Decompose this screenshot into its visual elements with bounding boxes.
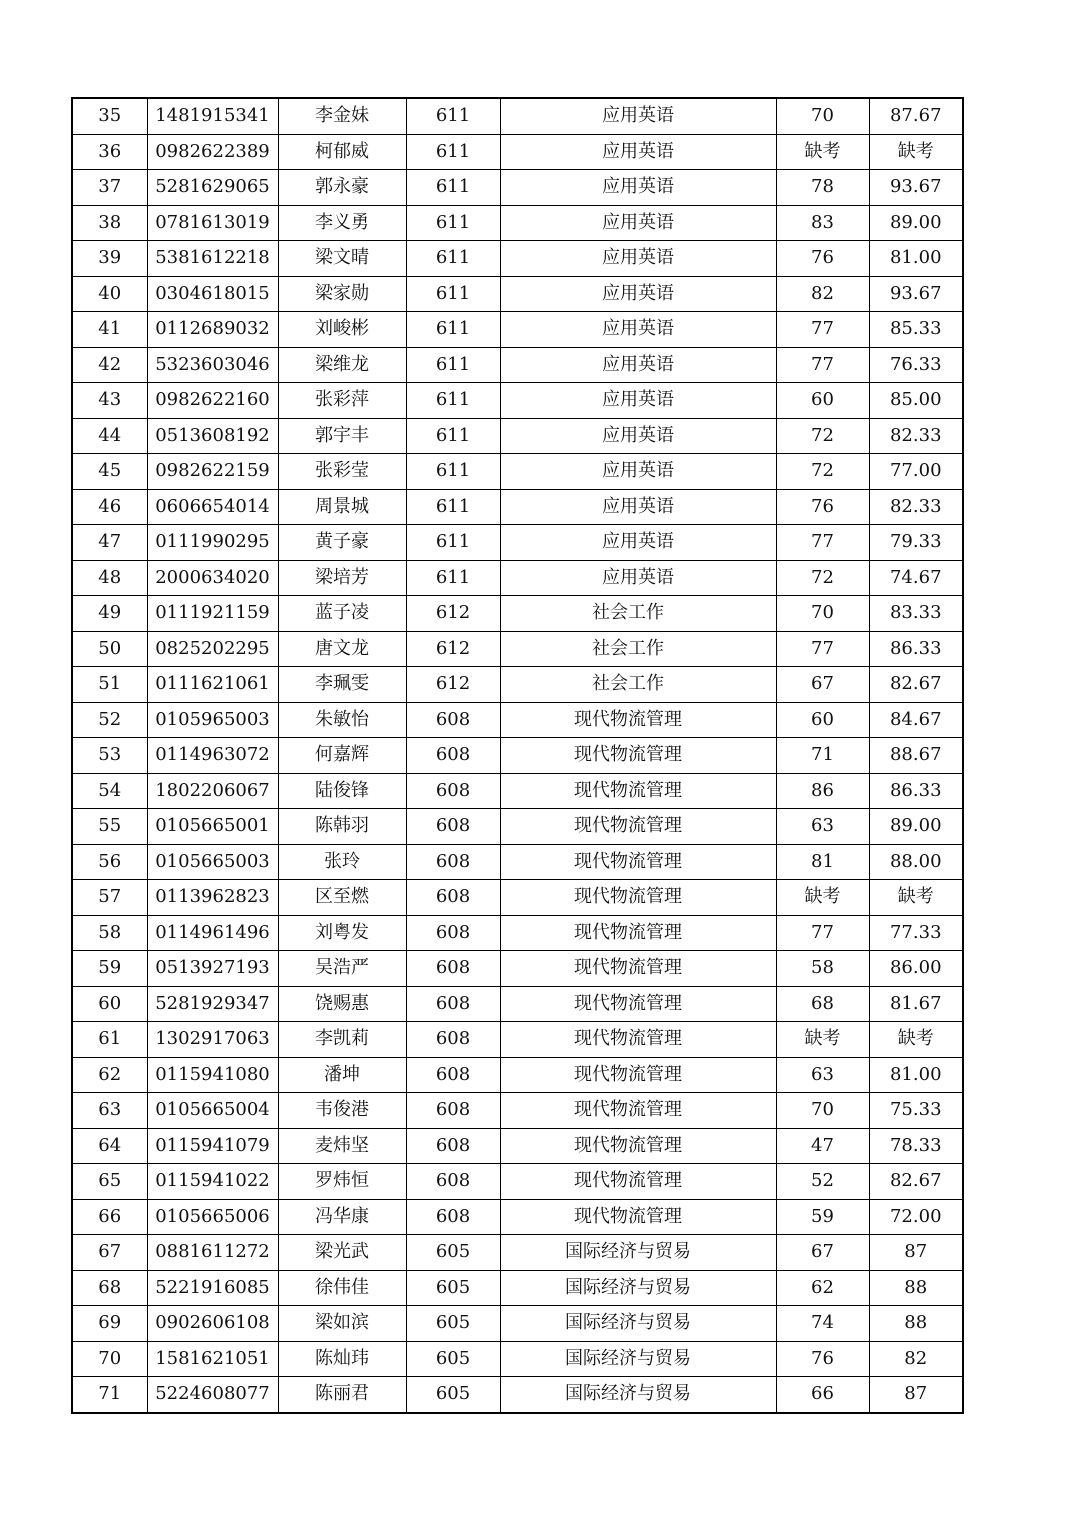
- table-row: [72, 1306, 963, 1342]
- score-cell: 76: [776, 241, 869, 277]
- total-score-cell: 93.67: [869, 276, 963, 312]
- score-cell: 76: [776, 489, 869, 525]
- exam-id-cell: 0606654014: [147, 489, 278, 525]
- name-cell: 刘峻彬: [278, 312, 406, 348]
- score-cell: 82: [776, 276, 869, 312]
- total-score-cell: 75.33: [869, 1093, 963, 1129]
- major-cell: 现代物流管理: [500, 1199, 776, 1235]
- table-row: [72, 1057, 963, 1093]
- table-row: [72, 1270, 963, 1306]
- total-score-cell: 88: [869, 1306, 963, 1342]
- name-cell: 陈灿玮: [278, 1341, 406, 1377]
- table-row: [72, 596, 963, 632]
- score-cell: 63: [776, 1057, 869, 1093]
- name-cell: 潘坤: [278, 1057, 406, 1093]
- exam-id-cell: 0982622160: [147, 383, 278, 419]
- exam-id-cell: 0114961496: [147, 915, 278, 951]
- code-cell: 605: [406, 1377, 500, 1413]
- table-row: [72, 1164, 963, 1200]
- major-cell: 国际经济与贸易: [500, 1341, 776, 1377]
- total-score-cell: 82.67: [869, 1164, 963, 1200]
- score-cell: 72: [776, 454, 869, 490]
- seq-cell: 61: [72, 1022, 147, 1058]
- exam-id-cell: 0113962823: [147, 880, 278, 916]
- name-cell: 张玲: [278, 844, 406, 880]
- seq-cell: 35: [72, 98, 147, 134]
- seq-cell: 58: [72, 915, 147, 951]
- table-row: [72, 951, 963, 987]
- exam-id-cell: 0304618015: [147, 276, 278, 312]
- code-cell: 611: [406, 170, 500, 206]
- score-cell: 77: [776, 347, 869, 383]
- score-cell: 78: [776, 170, 869, 206]
- name-cell: 周景城: [278, 489, 406, 525]
- exam-id-cell: 0982622159: [147, 454, 278, 490]
- score-cell: 70: [776, 1093, 869, 1129]
- seq-cell: 40: [72, 276, 147, 312]
- major-cell: 应用英语: [500, 312, 776, 348]
- major-cell: 社会工作: [500, 631, 776, 667]
- exam-id-cell: 0825202295: [147, 631, 278, 667]
- major-cell: 现代物流管理: [500, 1022, 776, 1058]
- total-score-cell: 86.00: [869, 951, 963, 987]
- exam-id-cell: 0115941080: [147, 1057, 278, 1093]
- major-cell: 现代物流管理: [500, 1093, 776, 1129]
- score-cell: 67: [776, 667, 869, 703]
- seq-cell: 64: [72, 1128, 147, 1164]
- code-cell: 608: [406, 773, 500, 809]
- code-cell: 608: [406, 809, 500, 845]
- name-cell: 陈韩羽: [278, 809, 406, 845]
- major-cell: 应用英语: [500, 134, 776, 170]
- seq-cell: 63: [72, 1093, 147, 1129]
- seq-cell: 52: [72, 702, 147, 738]
- code-cell: 608: [406, 1164, 500, 1200]
- total-score-cell: 85.00: [869, 383, 963, 419]
- total-score-cell: 84.67: [869, 702, 963, 738]
- table-row: [72, 241, 963, 277]
- name-cell: 麦炜坚: [278, 1128, 406, 1164]
- table-row: [72, 1341, 963, 1377]
- major-cell: 社会工作: [500, 596, 776, 632]
- total-score-cell: 81.00: [869, 1057, 963, 1093]
- major-cell: 现代物流管理: [500, 1128, 776, 1164]
- seq-cell: 44: [72, 418, 147, 454]
- major-cell: 应用英语: [500, 347, 776, 383]
- total-score-cell: 85.33: [869, 312, 963, 348]
- exam-id-cell: 0881611272: [147, 1235, 278, 1271]
- total-score-cell: 82.67: [869, 667, 963, 703]
- total-score-cell: 87: [869, 1377, 963, 1413]
- code-cell: 605: [406, 1270, 500, 1306]
- code-cell: 605: [406, 1306, 500, 1342]
- name-cell: 李凯莉: [278, 1022, 406, 1058]
- name-cell: 何嘉辉: [278, 738, 406, 774]
- total-score-cell: 82.33: [869, 489, 963, 525]
- code-cell: 608: [406, 1057, 500, 1093]
- score-cell: 86: [776, 773, 869, 809]
- code-cell: 608: [406, 702, 500, 738]
- total-score-cell: 81.67: [869, 986, 963, 1022]
- name-cell: 罗炜恒: [278, 1164, 406, 1200]
- score-cell: 缺考: [776, 880, 869, 916]
- score-cell: 47: [776, 1128, 869, 1164]
- name-cell: 李义勇: [278, 205, 406, 241]
- major-cell: 现代物流管理: [500, 738, 776, 774]
- seq-cell: 71: [72, 1377, 147, 1413]
- seq-cell: 70: [72, 1341, 147, 1377]
- major-cell: 应用英语: [500, 418, 776, 454]
- seq-cell: 69: [72, 1306, 147, 1342]
- name-cell: 梁如滨: [278, 1306, 406, 1342]
- score-cell: 58: [776, 951, 869, 987]
- major-cell: 现代物流管理: [500, 1164, 776, 1200]
- name-cell: 陆俊锋: [278, 773, 406, 809]
- seq-cell: 57: [72, 880, 147, 916]
- major-cell: 应用英语: [500, 454, 776, 490]
- total-score-cell: 86.33: [869, 773, 963, 809]
- score-cell: 52: [776, 1164, 869, 1200]
- score-cell: 59: [776, 1199, 869, 1235]
- score-cell: 66: [776, 1377, 869, 1413]
- exam-id-cell: 0105965003: [147, 702, 278, 738]
- major-cell: 现代物流管理: [500, 986, 776, 1022]
- exam-id-cell: 0111621061: [147, 667, 278, 703]
- score-cell: 83: [776, 205, 869, 241]
- code-cell: 611: [406, 98, 500, 134]
- score-cell: 77: [776, 312, 869, 348]
- score-cell: 68: [776, 986, 869, 1022]
- seq-cell: 42: [72, 347, 147, 383]
- seq-cell: 56: [72, 844, 147, 880]
- code-cell: 611: [406, 418, 500, 454]
- exam-id-cell: 0902606108: [147, 1306, 278, 1342]
- table-row: [72, 986, 963, 1022]
- total-score-cell: 88: [869, 1270, 963, 1306]
- exam-id-cell: 0112689032: [147, 312, 278, 348]
- major-cell: 现代物流管理: [500, 951, 776, 987]
- code-cell: 612: [406, 631, 500, 667]
- seq-cell: 38: [72, 205, 147, 241]
- major-cell: 现代物流管理: [500, 844, 776, 880]
- table-row: [72, 844, 963, 880]
- major-cell: 现代物流管理: [500, 1057, 776, 1093]
- score-cell: 77: [776, 631, 869, 667]
- name-cell: 韦俊港: [278, 1093, 406, 1129]
- total-score-cell: 72.00: [869, 1199, 963, 1235]
- table-row: [72, 276, 963, 312]
- total-score-cell: 77.33: [869, 915, 963, 951]
- exam-id-cell: 1802206067: [147, 773, 278, 809]
- code-cell: 611: [406, 454, 500, 490]
- exam-id-cell: 5224608077: [147, 1377, 278, 1413]
- table-row: [72, 773, 963, 809]
- exam-id-cell: 5323603046: [147, 347, 278, 383]
- score-cell: 77: [776, 915, 869, 951]
- table-row: [72, 1377, 963, 1413]
- total-score-cell: 79.33: [869, 525, 963, 561]
- total-score-cell: 76.33: [869, 347, 963, 383]
- seq-cell: 39: [72, 241, 147, 277]
- name-cell: 黄子豪: [278, 525, 406, 561]
- table-row: [72, 525, 963, 561]
- score-cell: 74: [776, 1306, 869, 1342]
- code-cell: 608: [406, 1199, 500, 1235]
- total-score-cell: 81.00: [869, 241, 963, 277]
- score-table-body: [72, 98, 963, 1413]
- major-cell: 现代物流管理: [500, 702, 776, 738]
- seq-cell: 43: [72, 383, 147, 419]
- exam-id-cell: 0982622389: [147, 134, 278, 170]
- seq-cell: 45: [72, 454, 147, 490]
- table-row: [72, 667, 963, 703]
- seq-cell: 50: [72, 631, 147, 667]
- code-cell: 611: [406, 134, 500, 170]
- major-cell: 应用英语: [500, 98, 776, 134]
- exam-id-cell: 0105665006: [147, 1199, 278, 1235]
- seq-cell: 67: [72, 1235, 147, 1271]
- exam-id-cell: 0115941022: [147, 1164, 278, 1200]
- name-cell: 张彩莹: [278, 454, 406, 490]
- table-row: [72, 1235, 963, 1271]
- total-score-cell: 82: [869, 1341, 963, 1377]
- code-cell: 608: [406, 738, 500, 774]
- major-cell: 现代物流管理: [500, 809, 776, 845]
- name-cell: 唐文龙: [278, 631, 406, 667]
- seq-cell: 62: [72, 1057, 147, 1093]
- score-cell: 77: [776, 525, 869, 561]
- name-cell: 冯华康: [278, 1199, 406, 1235]
- major-cell: 应用英语: [500, 241, 776, 277]
- major-cell: 现代物流管理: [500, 773, 776, 809]
- table-row: [72, 915, 963, 951]
- total-score-cell: 86.33: [869, 631, 963, 667]
- seq-cell: 48: [72, 560, 147, 596]
- name-cell: 区至燃: [278, 880, 406, 916]
- major-cell: 现代物流管理: [500, 880, 776, 916]
- total-score-cell: 82.33: [869, 418, 963, 454]
- major-cell: 应用英语: [500, 525, 776, 561]
- score-cell: 60: [776, 702, 869, 738]
- table-row: [72, 205, 963, 241]
- exam-id-cell: 1481915341: [147, 98, 278, 134]
- major-cell: 应用英语: [500, 560, 776, 596]
- total-score-cell: 89.00: [869, 205, 963, 241]
- major-cell: 国际经济与贸易: [500, 1235, 776, 1271]
- seq-cell: 55: [72, 809, 147, 845]
- seq-cell: 66: [72, 1199, 147, 1235]
- seq-cell: 49: [72, 596, 147, 632]
- name-cell: 朱敏怡: [278, 702, 406, 738]
- total-score-cell: 87: [869, 1235, 963, 1271]
- name-cell: 柯郁威: [278, 134, 406, 170]
- name-cell: 吴浩严: [278, 951, 406, 987]
- score-cell: 60: [776, 383, 869, 419]
- seq-cell: 59: [72, 951, 147, 987]
- code-cell: 608: [406, 915, 500, 951]
- table-row: [72, 489, 963, 525]
- code-cell: 608: [406, 1093, 500, 1129]
- major-cell: 应用英语: [500, 383, 776, 419]
- table-row: [72, 134, 963, 170]
- table-row: [72, 170, 963, 206]
- code-cell: 605: [406, 1341, 500, 1377]
- table-row: [72, 1199, 963, 1235]
- name-cell: 梁维龙: [278, 347, 406, 383]
- name-cell: 梁家勋: [278, 276, 406, 312]
- table-row: [72, 809, 963, 845]
- code-cell: 611: [406, 489, 500, 525]
- code-cell: 608: [406, 880, 500, 916]
- seq-cell: 65: [72, 1164, 147, 1200]
- name-cell: 梁光武: [278, 1235, 406, 1271]
- seq-cell: 53: [72, 738, 147, 774]
- total-score-cell: 缺考: [869, 1022, 963, 1058]
- total-score-cell: 88.00: [869, 844, 963, 880]
- table-row: [72, 1022, 963, 1058]
- major-cell: 应用英语: [500, 276, 776, 312]
- code-cell: 605: [406, 1235, 500, 1271]
- code-cell: 611: [406, 205, 500, 241]
- score-cell: 71: [776, 738, 869, 774]
- seq-cell: 37: [72, 170, 147, 206]
- name-cell: 梁培芳: [278, 560, 406, 596]
- score-cell: 67: [776, 1235, 869, 1271]
- table-row: [72, 347, 963, 383]
- total-score-cell: 88.67: [869, 738, 963, 774]
- score-cell: 72: [776, 418, 869, 454]
- exam-id-cell: 0111921159: [147, 596, 278, 632]
- exam-id-cell: 5381612218: [147, 241, 278, 277]
- seq-cell: 47: [72, 525, 147, 561]
- major-cell: 国际经济与贸易: [500, 1377, 776, 1413]
- total-score-cell: 83.33: [869, 596, 963, 632]
- exam-id-cell: 5221916085: [147, 1270, 278, 1306]
- major-cell: 应用英语: [500, 489, 776, 525]
- code-cell: 608: [406, 844, 500, 880]
- table-row: [72, 702, 963, 738]
- table-row: [72, 880, 963, 916]
- seq-cell: 60: [72, 986, 147, 1022]
- seq-cell: 36: [72, 134, 147, 170]
- code-cell: 608: [406, 951, 500, 987]
- exam-id-cell: 5281929347: [147, 986, 278, 1022]
- code-cell: 611: [406, 241, 500, 277]
- name-cell: 饶赐惠: [278, 986, 406, 1022]
- seq-cell: 41: [72, 312, 147, 348]
- total-score-cell: 缺考: [869, 880, 963, 916]
- score-cell: 70: [776, 596, 869, 632]
- total-score-cell: 77.00: [869, 454, 963, 490]
- name-cell: 蓝子凌: [278, 596, 406, 632]
- code-cell: 608: [406, 1022, 500, 1058]
- total-score-cell: 78.33: [869, 1128, 963, 1164]
- name-cell: 郭永豪: [278, 170, 406, 206]
- table-row: [72, 312, 963, 348]
- total-score-cell: 缺考: [869, 134, 963, 170]
- score-cell: 81: [776, 844, 869, 880]
- code-cell: 612: [406, 596, 500, 632]
- score-cell: 缺考: [776, 134, 869, 170]
- major-cell: 社会工作: [500, 667, 776, 703]
- exam-id-cell: 0513608192: [147, 418, 278, 454]
- name-cell: 李珮雯: [278, 667, 406, 703]
- code-cell: 611: [406, 383, 500, 419]
- score-cell: 70: [776, 98, 869, 134]
- exam-id-cell: 0115941079: [147, 1128, 278, 1164]
- seq-cell: 54: [72, 773, 147, 809]
- exam-id-cell: 1581621051: [147, 1341, 278, 1377]
- total-score-cell: 93.67: [869, 170, 963, 206]
- total-score-cell: 87.67: [869, 98, 963, 134]
- score-cell: 63: [776, 809, 869, 845]
- exam-id-cell: 5281629065: [147, 170, 278, 206]
- name-cell: 刘粤发: [278, 915, 406, 951]
- exam-id-cell: 0111990295: [147, 525, 278, 561]
- table-row: [72, 454, 963, 490]
- exam-id-cell: 2000634020: [147, 560, 278, 596]
- name-cell: 李金妹: [278, 98, 406, 134]
- seq-cell: 51: [72, 667, 147, 703]
- table-row: [72, 1093, 963, 1129]
- code-cell: 611: [406, 525, 500, 561]
- seq-cell: 68: [72, 1270, 147, 1306]
- exam-id-cell: 1302917063: [147, 1022, 278, 1058]
- code-cell: 611: [406, 312, 500, 348]
- exam-id-cell: 0781613019: [147, 205, 278, 241]
- table-row: [72, 560, 963, 596]
- name-cell: 徐伟佳: [278, 1270, 406, 1306]
- table-row: [72, 383, 963, 419]
- exam-id-cell: 0105665001: [147, 809, 278, 845]
- major-cell: 应用英语: [500, 205, 776, 241]
- code-cell: 611: [406, 347, 500, 383]
- major-cell: 国际经济与贸易: [500, 1270, 776, 1306]
- exam-id-cell: 0105665003: [147, 844, 278, 880]
- score-cell: 缺考: [776, 1022, 869, 1058]
- code-cell: 611: [406, 560, 500, 596]
- table-row: [72, 1128, 963, 1164]
- table-row: [72, 738, 963, 774]
- score-cell: 72: [776, 560, 869, 596]
- major-cell: 应用英语: [500, 170, 776, 206]
- name-cell: 张彩萍: [278, 383, 406, 419]
- exam-id-cell: 0513927193: [147, 951, 278, 987]
- code-cell: 612: [406, 667, 500, 703]
- exam-id-cell: 0105665004: [147, 1093, 278, 1129]
- table-row: [72, 418, 963, 454]
- score-cell: 76: [776, 1341, 869, 1377]
- code-cell: 608: [406, 1128, 500, 1164]
- total-score-cell: 74.67: [869, 560, 963, 596]
- score-table: [71, 97, 964, 1414]
- table-row: [72, 98, 963, 134]
- name-cell: 梁文晴: [278, 241, 406, 277]
- seq-cell: 46: [72, 489, 147, 525]
- table-row: [72, 631, 963, 667]
- name-cell: 郭宇丰: [278, 418, 406, 454]
- code-cell: 611: [406, 276, 500, 312]
- exam-id-cell: 0114963072: [147, 738, 278, 774]
- name-cell: 陈丽君: [278, 1377, 406, 1413]
- code-cell: 608: [406, 986, 500, 1022]
- total-score-cell: 89.00: [869, 809, 963, 845]
- major-cell: 国际经济与贸易: [500, 1306, 776, 1342]
- score-cell: 62: [776, 1270, 869, 1306]
- major-cell: 现代物流管理: [500, 915, 776, 951]
